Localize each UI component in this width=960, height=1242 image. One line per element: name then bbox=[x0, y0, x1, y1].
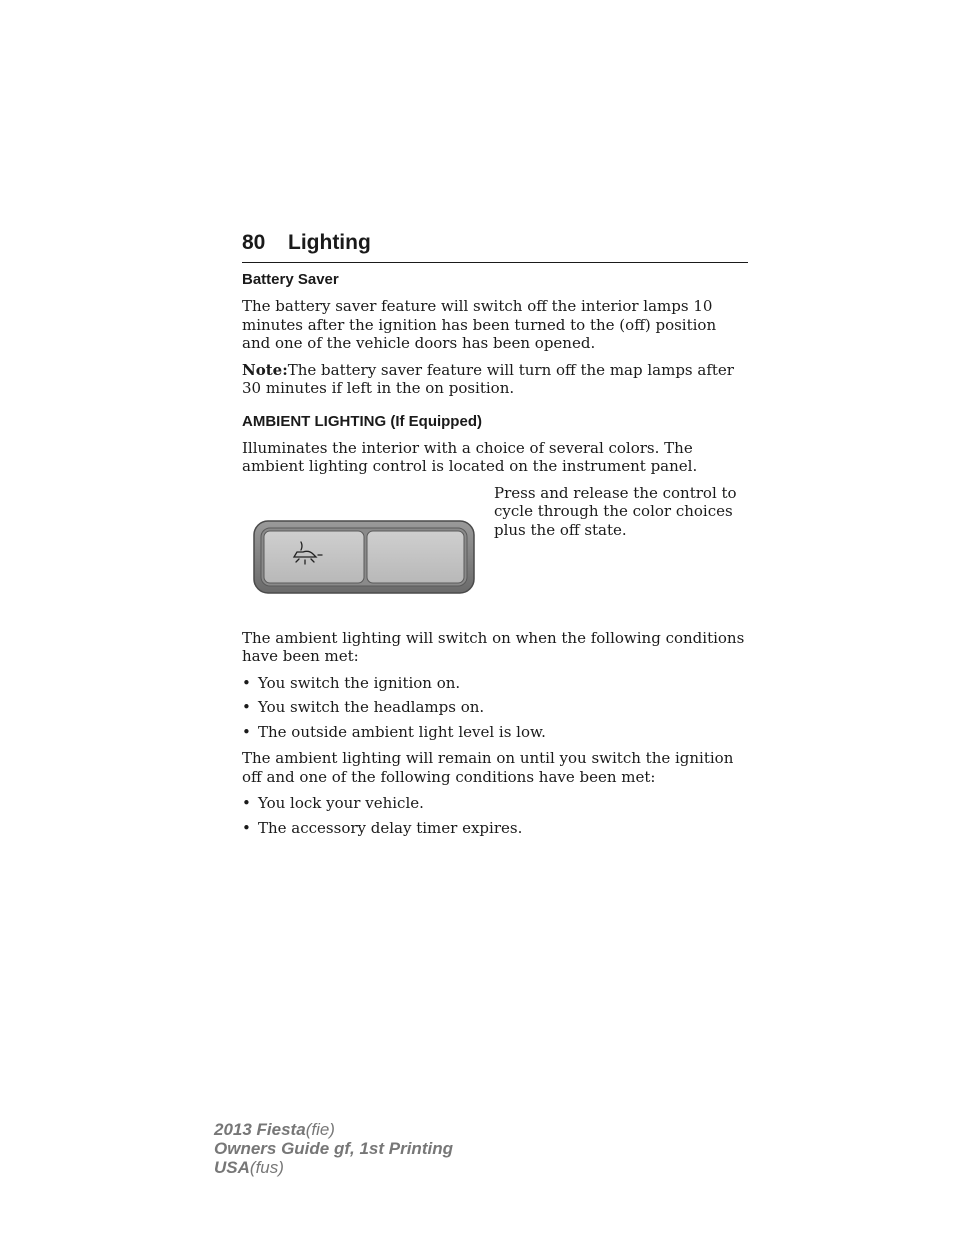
note-label: Note: bbox=[242, 360, 288, 379]
page-header bbox=[242, 230, 748, 263]
ambient-lighting-control-illustration bbox=[253, 520, 475, 594]
bullet-icon: • bbox=[242, 673, 251, 692]
ambient-lighting-intro: Illuminates the interior with a choice of several colors. The ambient lighting control is located on the instrument panel. bbox=[242, 438, 698, 475]
blank-button[interactable] bbox=[367, 531, 464, 583]
bullet-icon: • bbox=[242, 698, 251, 716]
page-footer bbox=[214, 1120, 453, 1177]
bullet-icon: • bbox=[242, 722, 251, 741]
footer-line-market: USA(fus) bbox=[214, 1158, 284, 1177]
figure-caption: Press and release the control to cycle through the color choices plus the off state. bbox=[494, 483, 737, 539]
ambient-control-figure-row bbox=[242, 484, 748, 619]
list-item: • You lock your vehicle. bbox=[242, 794, 424, 812]
ambient-lighting-heading: AMBIENT LIGHTING (If Equipped) bbox=[242, 412, 482, 430]
footer-line-model: 2013 Fiesta(fie) bbox=[214, 1120, 335, 1139]
chapter-title: Lighting bbox=[288, 231, 371, 254]
list-item: • The outside ambient light level is low. bbox=[242, 722, 546, 741]
switch-on-intro: The ambient lighting will switch on when the following conditions have been met: bbox=[242, 628, 745, 665]
footer-line-guide: Owners Guide gf, 1st Printing bbox=[214, 1139, 453, 1158]
list-item: • You switch the ignition on. bbox=[242, 673, 461, 692]
note-text: The battery saver feature will turn off the map lamps after 30 minutes if left in the on position. bbox=[242, 360, 734, 397]
switch-on-conditions-list bbox=[242, 674, 748, 742]
remain-on-intro: The ambient lighting will remain on until you switch the ignition off and one of the following conditions have been met: bbox=[242, 749, 734, 786]
bullet-icon: • bbox=[242, 794, 251, 812]
remain-on-conditions-list bbox=[242, 794, 748, 837]
list-item: • The accessory delay timer expires. bbox=[242, 818, 523, 837]
page-content bbox=[242, 270, 748, 845]
bullet-icon: • bbox=[242, 818, 251, 837]
list-item: • You switch the headlamps on. bbox=[242, 698, 485, 716]
battery-saver-heading: Battery Saver bbox=[242, 271, 339, 288]
battery-saver-note bbox=[242, 361, 748, 398]
battery-saver-paragraph: The battery saver feature will switch off the interior lamps 10 minutes after the ignition has been turned to the (off) position and one of the vehicle doors has been opened. bbox=[242, 297, 717, 352]
page-number: 80 bbox=[242, 231, 266, 254]
